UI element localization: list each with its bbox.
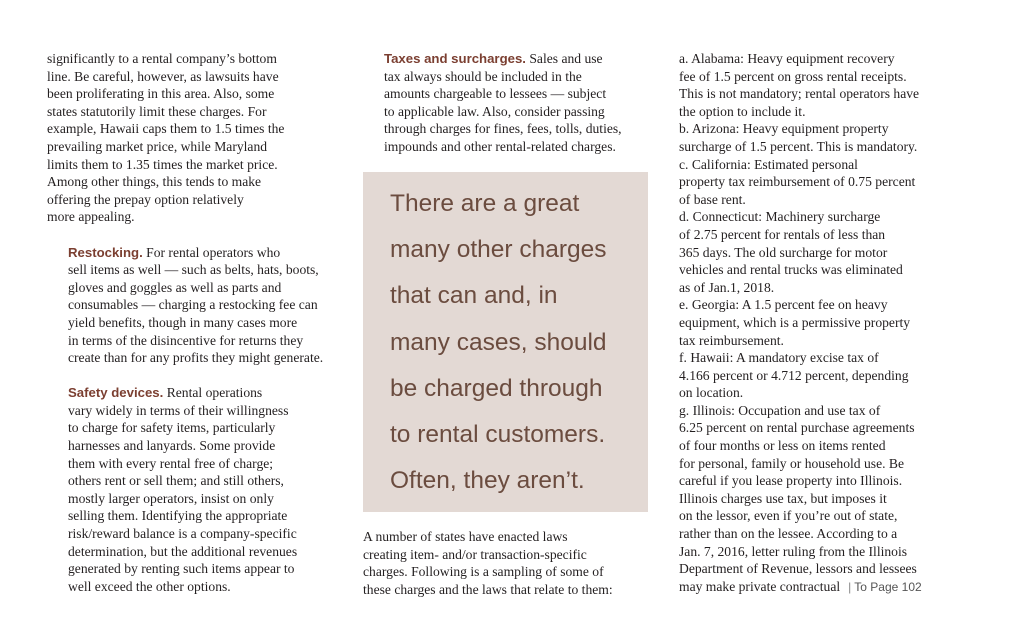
- states-intro-paragraph: A number of states have enacted laws creating item- and/or transaction-specific charges. Following is a sampling of some of these charges and the laws that relate to them:: [363, 529, 613, 597]
- intro-paragraph: significantly to a rental company’s bottom line. Be careful, however, as lawsuits have been proliferating in this area. Also, some states statutorily limit these charges. For example, Hawaii caps them to 1.5 times the prevailing market price, while Maryland limits them to 1.35 times the market price. Among other things, this tends to make offering the prepay option relatively more appealing.: [47, 51, 285, 225]
- article-column-2: [363, 50, 653, 156]
- safety-devices-paragraph: [47, 384, 331, 595]
- restocking-paragraph: [47, 244, 331, 367]
- list-item-hawaii: f. Hawaii: A mandatory excise tax of 4.166 percent or 4.712 percent, depending on location.: [679, 350, 909, 401]
- restocking-heading: Restocking.: [68, 244, 143, 260]
- states-intro-block: [363, 528, 653, 598]
- list-item-illinois: [679, 402, 971, 597]
- pull-quote-text: There are a great many other charges that can and, in many cases, should be charged through to rental customers. Often, they aren’t.: [390, 190, 607, 495]
- safety-devices-body: Rental operations vary widely in terms of their willingness to charge for safety items, particularly harnesses and lanyards. Some provide them with every rental free of charge; others rent or sell them; and still others, mostly larger operators, insist on only selling them. Identifying the appropriate risk/reward balance is a company-specific determination, but the additional revenues generated by renting such items appear to well exceed the other options.: [68, 385, 298, 594]
- article-column-1: [47, 50, 331, 595]
- taxes-heading: Taxes and surcharges.: [384, 51, 526, 66]
- continuation-link: To Page 102: [854, 579, 922, 594]
- illinois-text: g. Illinois: Occupation and use tax of 6.25 percent on rental purchase agreements of four months or less on items rented for personal, family or household use. Be careful if you lease property into Illinois. Illinois charges use tax, but imposes it on the lessor, even if you’re out of state, rather than on the lessee. According to a Jan. 7, 2016, letter ruling from the Illinois Department of Revenue, lessors and lessees may make private contractual: [679, 402, 917, 594]
- restocking-body: For rental operators who sell items as well — such as belts, hats, boots, gloves and goggles as well as parts and consumables — charging a restocking fee can yield benefits, though in many cases more in terms of the disincentive for returns they create than for any profits they might generate.: [68, 244, 324, 366]
- continuation-separator: |: [848, 579, 852, 594]
- taxes-body: Sales and use tax always should be included in the amounts chargeable to lessees — subject to applicable law. Also, consider passing through charges for fines, fees, tolls, duties, impounds and other rental-related charges.: [384, 51, 622, 154]
- pull-quote-box: [363, 172, 648, 512]
- taxes-paragraph: [363, 50, 653, 156]
- list-item-arizona: b. Arizona: Heavy equipment property surcharge of 1.5 percent. This is mandatory.: [679, 121, 918, 154]
- article-column-3: [679, 50, 971, 596]
- safety-devices-heading: Safety devices.: [68, 385, 164, 401]
- list-item-connecticut: d. Connecticut: Machinery surcharge of 2.75 percent for rentals of less than 365 days. The old surcharge for motor vehicles and rental trucks was eliminated as of Jan.1, 2018.: [679, 209, 903, 295]
- list-item-alabama: a. Alabama: Heavy equipment recovery fee of 1.5 percent on gross rental receipts. This is not mandatory; rental operators have the option to include it.: [679, 51, 920, 119]
- list-item-georgia: e. Georgia: A 1.5 percent fee on heavy equipment, which is a permissive property tax reimbursement.: [679, 297, 911, 348]
- list-item-california: c. California: Estimated personal property tax reimbursement of 0.75 percent of base rent.: [679, 156, 916, 207]
